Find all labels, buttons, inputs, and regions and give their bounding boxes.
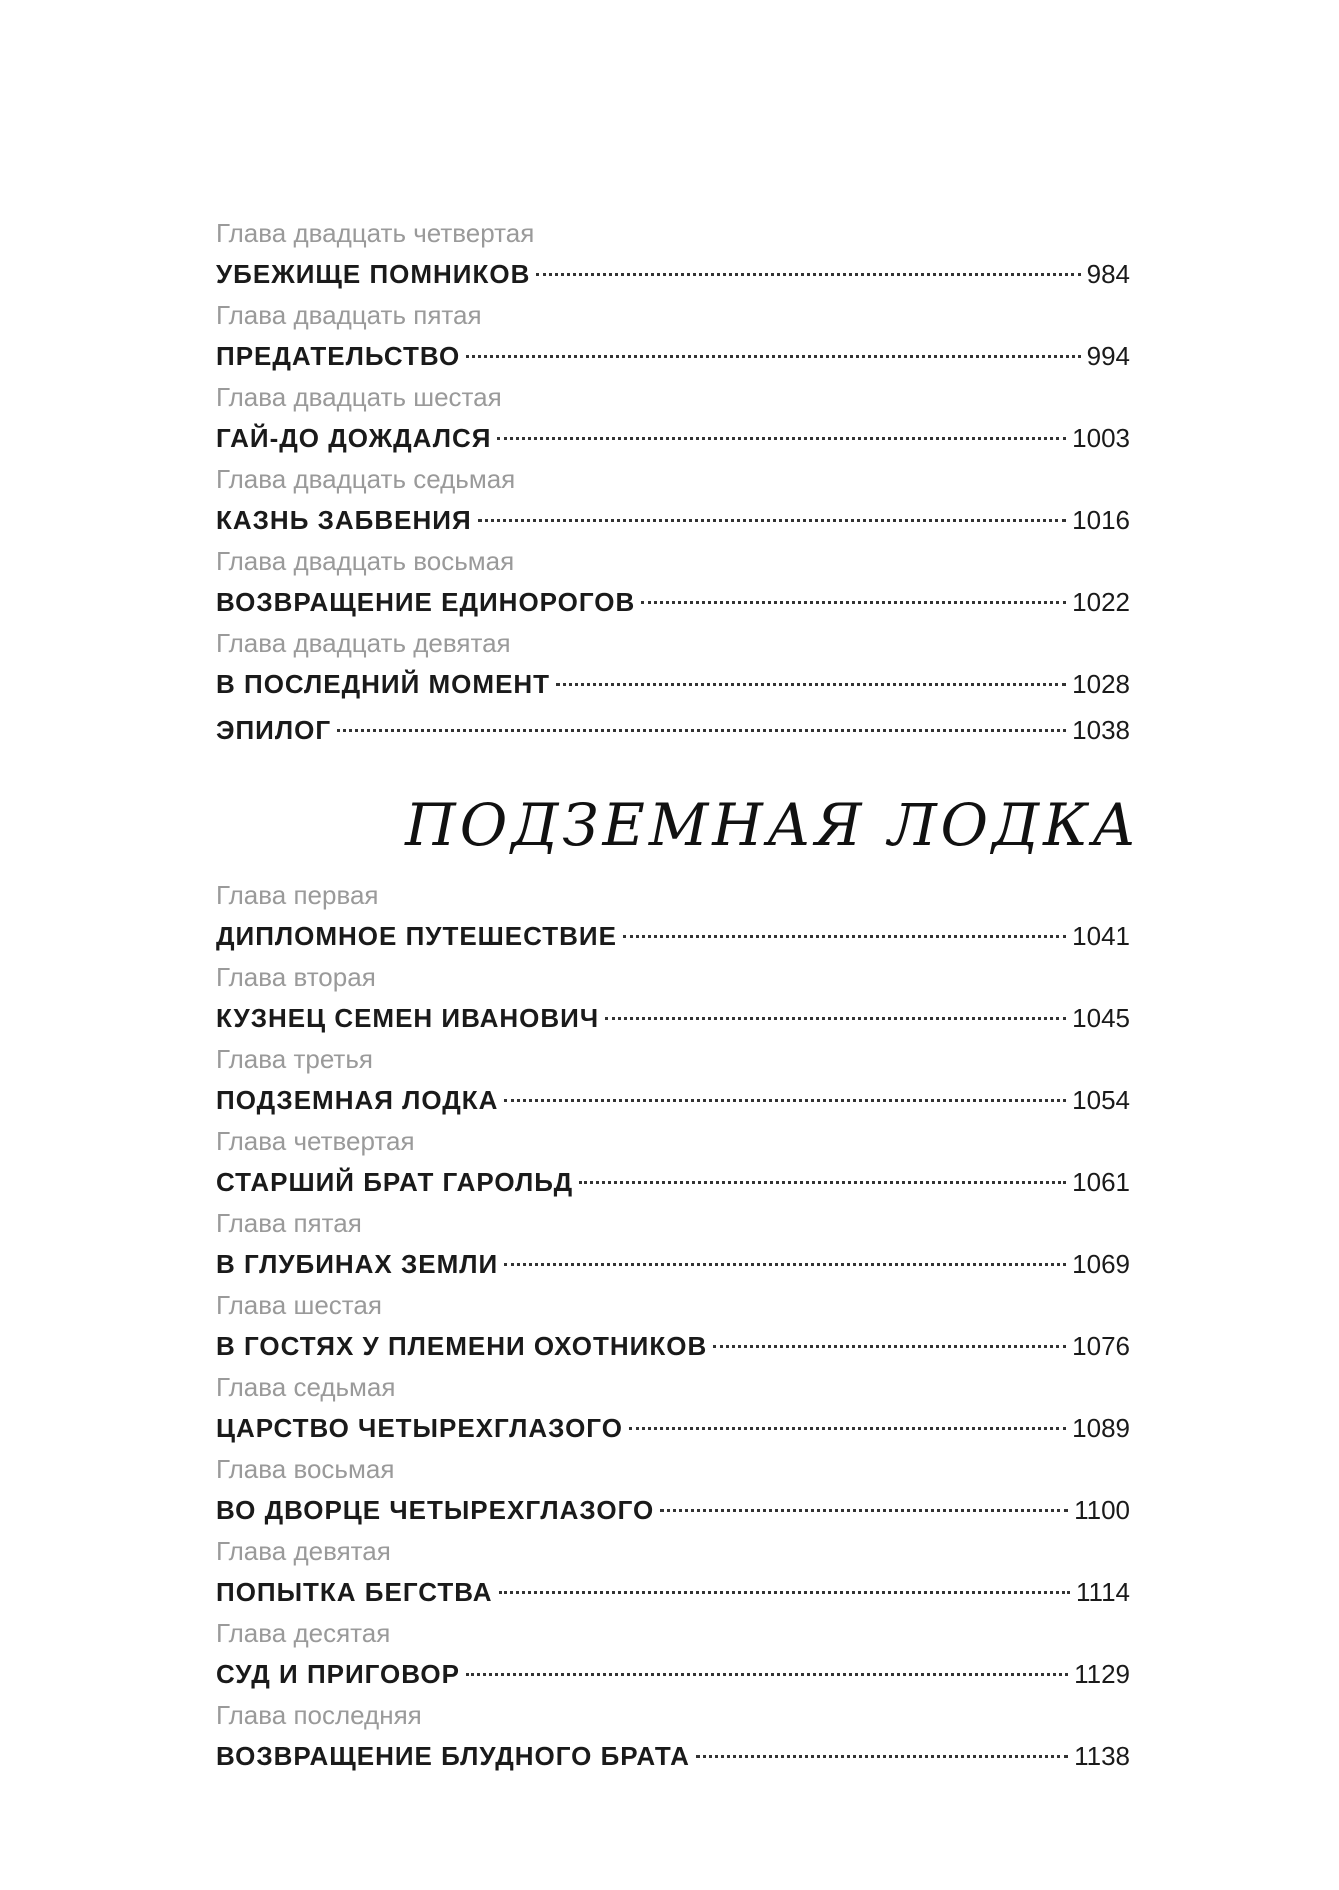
chapter-label: Глава двадцать восьмая — [216, 546, 515, 576]
chapter-title-row — [216, 415, 1130, 461]
page-number: 1069 — [1072, 1249, 1130, 1279]
dot-leader — [504, 1099, 1066, 1102]
chapter-title: В ГОСТЯХ У ПЛЕМЕНИ ОХОТНИКОВ — [216, 1331, 708, 1361]
dot-leader — [536, 273, 1080, 276]
chapter-title: КУЗНЕЦ СЕМЕН ИВАНОВИЧ — [216, 1003, 600, 1033]
chapter-label: Глава девятая — [216, 1536, 391, 1566]
dot-leader — [466, 355, 1080, 358]
toc-entry[interactable] — [216, 1369, 1130, 1451]
dot-leader — [497, 437, 1066, 440]
toc-entry[interactable] — [216, 959, 1130, 1041]
chapter-label: Глава двадцать четвертая — [216, 218, 535, 248]
dot-leader — [478, 519, 1067, 522]
toc-entry[interactable] — [216, 379, 1130, 461]
epilogue-title-row — [216, 707, 1130, 753]
page-number: 1045 — [1072, 1003, 1130, 1033]
toc-entry[interactable] — [216, 297, 1130, 379]
toc-entry[interactable] — [216, 215, 1130, 297]
chapter-title: ВОЗВРАЩЕНИЕ БЛУДНОГО БРАТА — [216, 1741, 690, 1771]
chapter-label: Глава двадцать шестая — [216, 382, 502, 412]
chapter-title: ПРЕДАТЕЛЬСТВО — [216, 341, 461, 371]
dot-leader — [713, 1345, 1066, 1348]
toc-entry-epilogue[interactable] — [216, 707, 1130, 753]
chapter-label: Глава двадцать девятая — [216, 628, 511, 658]
dot-leader — [466, 1673, 1068, 1676]
dot-leader — [504, 1263, 1066, 1266]
chapter-title: ЦАРСТВО ЧЕТЫРЕХГЛАЗОГО — [216, 1413, 623, 1443]
chapter-title: КАЗНЬ ЗАБВЕНИЯ — [216, 505, 472, 535]
toc-part-1 — [216, 215, 1130, 753]
chapter-title-row — [216, 1159, 1130, 1205]
dot-leader — [556, 683, 1066, 686]
chapter-title: СУД И ПРИГОВОР — [216, 1659, 460, 1689]
chapter-title-row — [216, 1569, 1130, 1615]
page-number: 1003 — [1072, 423, 1130, 453]
toc-entry[interactable] — [216, 1287, 1130, 1369]
chapter-title-row — [216, 913, 1130, 959]
page-number: 1038 — [1072, 715, 1130, 745]
page-number: 994 — [1086, 341, 1130, 371]
dot-leader — [605, 1017, 1066, 1020]
chapter-title: УБЕЖИЩЕ ПОМНИКОВ — [216, 259, 531, 289]
page-number: 1129 — [1074, 1659, 1130, 1689]
dot-leader — [499, 1591, 1071, 1594]
chapter-label: Глава четвертая — [216, 1126, 415, 1156]
chapter-label: Глава седьмая — [216, 1372, 396, 1402]
page-number: 1089 — [1072, 1413, 1130, 1443]
page-number: 1061 — [1072, 1167, 1130, 1197]
chapter-title-row — [216, 1487, 1130, 1533]
chapter-title: СТАРШИЙ БРАТ ГАРОЛЬД — [216, 1167, 574, 1197]
chapter-title-row — [216, 251, 1130, 297]
chapter-title: ПОПЫТКА БЕГСТВА — [216, 1577, 493, 1607]
page-number: 1076 — [1072, 1331, 1130, 1361]
chapter-title: ПОДЗЕМНАЯ ЛОДКА — [216, 1085, 499, 1115]
chapter-title-row — [216, 333, 1130, 379]
toc-entry[interactable] — [216, 1451, 1130, 1533]
toc-entry[interactable] — [216, 1041, 1130, 1123]
chapter-title-row — [216, 661, 1130, 707]
chapter-title: ВОЗВРАЩЕНИЕ ЕДИНОРОГОВ — [216, 587, 636, 617]
toc-entry[interactable] — [216, 877, 1130, 959]
chapter-title-row — [216, 497, 1130, 543]
chapter-title-row — [216, 1323, 1130, 1369]
chapter-title: В ГЛУБИНАХ ЗЕМЛИ — [216, 1249, 499, 1279]
dot-leader — [660, 1509, 1068, 1512]
page-number: 1114 — [1076, 1577, 1130, 1607]
chapter-label: Глава вторая — [216, 962, 376, 992]
chapter-label: Глава третья — [216, 1044, 373, 1074]
chapter-title-row — [216, 1241, 1130, 1287]
page-number: 1016 — [1072, 505, 1130, 535]
page-number: 1054 — [1072, 1085, 1130, 1115]
chapter-label: Глава последняя — [216, 1700, 422, 1730]
chapter-title-row — [216, 1651, 1130, 1697]
epilogue-title: ЭПИЛОГ — [216, 715, 332, 745]
chapter-title: ВО ДВОРЦЕ ЧЕТЫРЕХГЛАЗОГО — [216, 1495, 655, 1525]
chapter-label: Глава пятая — [216, 1208, 362, 1238]
chapter-title: ДИПЛОМНОЕ ПУТЕШЕСТВИЕ — [216, 921, 617, 951]
toc-entry[interactable] — [216, 1615, 1130, 1697]
page-number: 1041 — [1072, 921, 1130, 951]
chapter-title-row — [216, 995, 1130, 1041]
dot-leader — [696, 1755, 1068, 1758]
dot-leader — [337, 729, 1066, 732]
toc-entry[interactable] — [216, 461, 1130, 543]
chapter-title-row — [216, 1405, 1130, 1451]
page-number: 1138 — [1074, 1741, 1130, 1771]
toc-entry[interactable] — [216, 1533, 1130, 1615]
chapter-label: Глава двадцать пятая — [216, 300, 482, 330]
chapter-label: Глава десятая — [216, 1618, 391, 1648]
page-number: 1028 — [1072, 669, 1130, 699]
chapter-label: Глава двадцать седьмая — [216, 464, 516, 494]
toc-part-2 — [216, 877, 1130, 1779]
dot-leader — [641, 601, 1066, 604]
toc-entry[interactable] — [216, 1205, 1130, 1287]
toc-entry[interactable] — [216, 1697, 1130, 1779]
chapter-title-row — [216, 1077, 1130, 1123]
chapter-title-row — [216, 1733, 1130, 1779]
dot-leader — [579, 1181, 1066, 1184]
toc-entry[interactable] — [216, 625, 1130, 707]
chapter-title-row — [216, 579, 1130, 625]
page-number: 1022 — [1072, 587, 1130, 617]
page-number: 1100 — [1074, 1495, 1130, 1525]
dot-leader — [629, 1427, 1066, 1430]
chapter-label: Глава первая — [216, 880, 379, 910]
chapter-title: В ПОСЛЕДНИЙ МОМЕНТ — [216, 669, 551, 699]
page-number: 984 — [1086, 259, 1130, 289]
toc-entry[interactable] — [216, 543, 1130, 625]
chapter-label: Глава шестая — [216, 1290, 382, 1320]
chapter-label: Глава восьмая — [216, 1454, 395, 1484]
section-heading: ПОДЗЕМНАЯ ЛОДКА — [405, 791, 1140, 859]
toc-entry[interactable] — [216, 1123, 1130, 1205]
chapter-title: ГАЙ-ДО ДОЖДАЛСЯ — [216, 423, 492, 453]
dot-leader — [623, 935, 1066, 938]
